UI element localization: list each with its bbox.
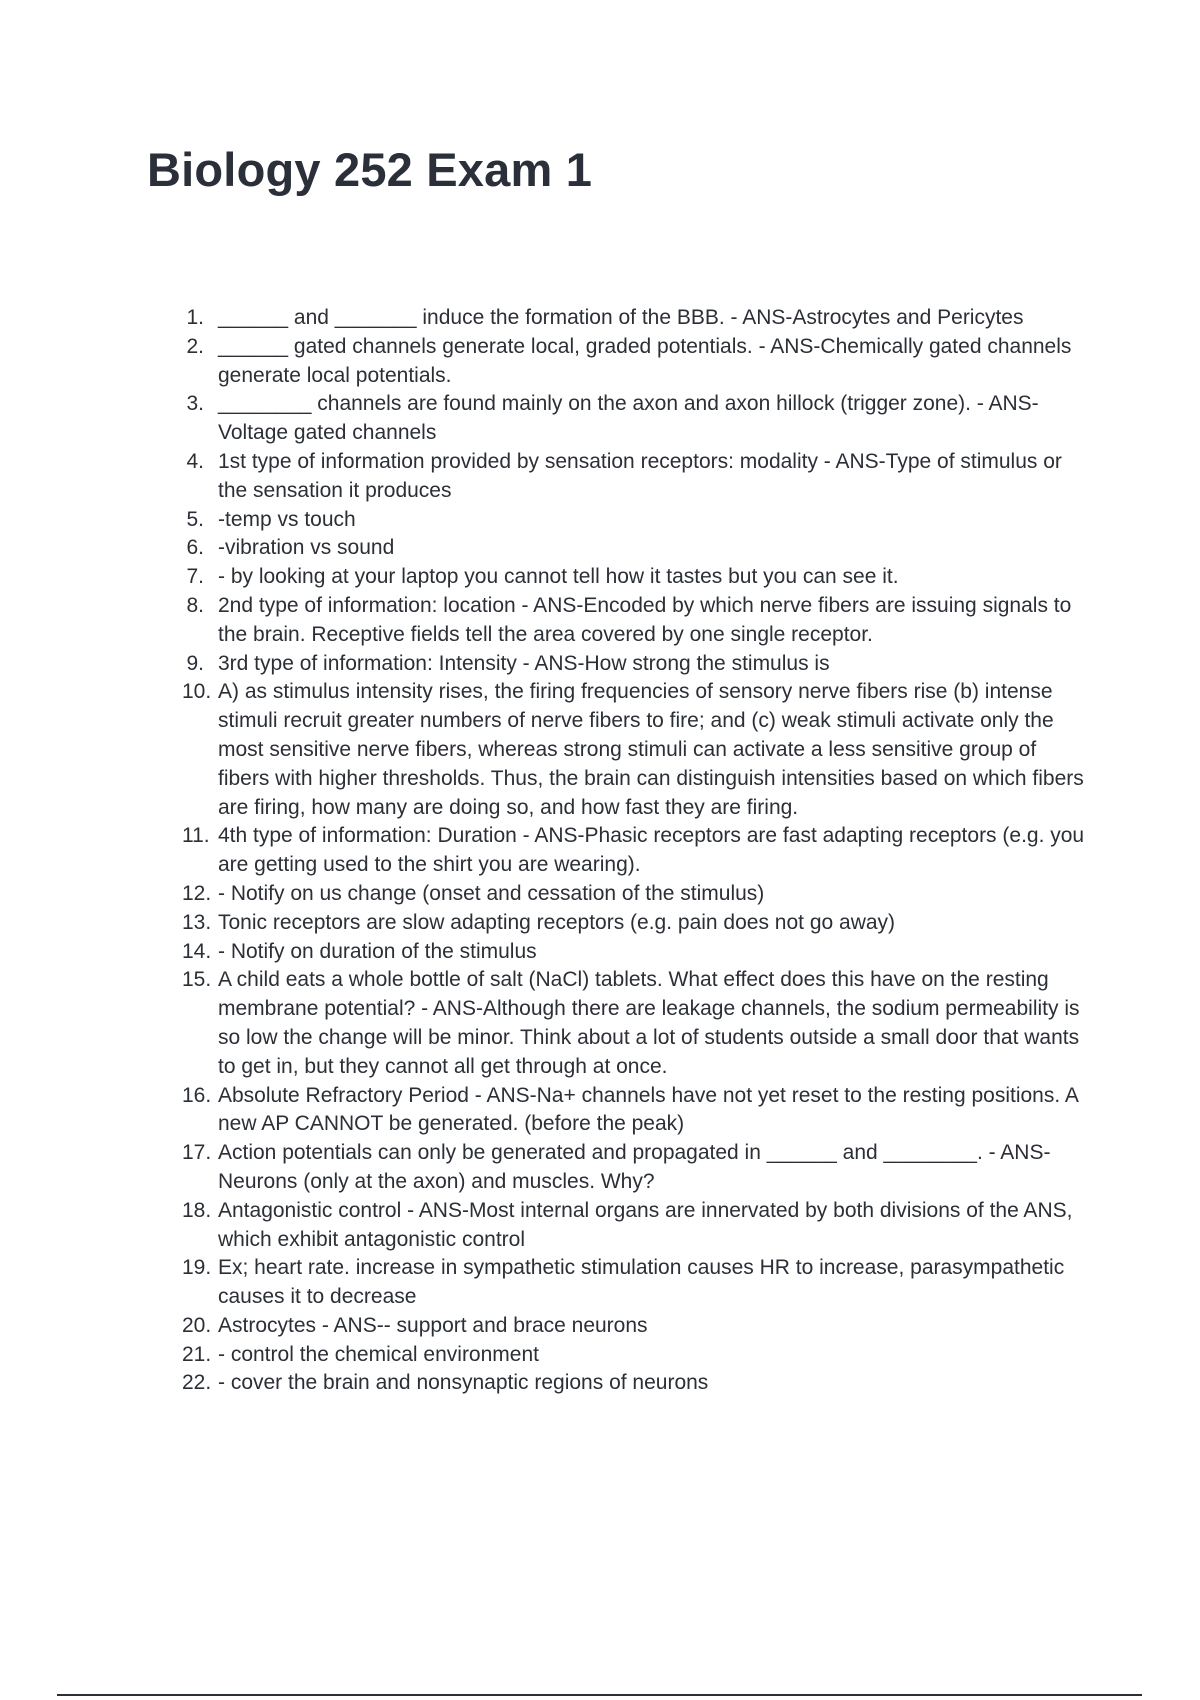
item-text: 1st type of information provided by sensation receptors: modality - ANS-Type of stimulus or the sensation it produces [218,449,1062,502]
item-number: 17. [182,1141,212,1165]
item-number: 13. [182,910,212,934]
item-text: -vibration vs sound [218,536,395,560]
item-text: ______ gated channels generate local, graded potentials. - ANS-Chemically gated channels generate local potentials. [218,334,1072,387]
item-text: - cover the brain and nonsynaptic regions of neurons [218,1371,709,1395]
item-text: 2nd type of information: location - ANS-Encoded by which nerve fibers are issuing signals to the brain. Receptive fields tell the area covered by one single receptor. [218,593,1072,646]
item-text: - Notify on us change (onset and cessation of the stimulus) [218,881,765,905]
item-text: ________ channels are found mainly on the axon and axon hillock (trigger zone). - ANS-Voltage gated channels [218,392,1039,445]
item-text: - control the chemical environment [218,1342,539,1366]
list-item [0,333,1200,391]
item-number: 9. [186,651,204,675]
item-number: 7. [186,565,204,589]
item-number: 15. [182,968,212,992]
page-bottom-rule [57,1694,1142,1696]
item-number: 2. [186,334,204,358]
item-number: 16. [182,1083,212,1107]
item-number: 8. [186,593,204,617]
item-number: 1. [186,306,204,329]
item-text: Antagonistic control - ANS-Most internal organs are innervated by both divisions of the ANS, which exhibit antagonistic control [218,1198,1073,1251]
list-item [0,650,1200,679]
item-text: - by looking at your laptop you cannot tell how it tastes but you can see it. [218,565,899,589]
list-item [0,448,1200,506]
list-item [0,1139,1200,1197]
list-item [0,909,1200,938]
question-list [0,304,1200,1398]
list-item [0,678,1200,822]
list-item [0,1197,1200,1255]
list-item [0,592,1200,650]
list-item [0,822,1200,880]
item-number: 6. [186,536,204,560]
list-item [0,563,1200,592]
list-item [0,506,1200,535]
item-number: 21. [182,1342,212,1366]
item-text: Astrocytes - ANS-- support and brace neurons [218,1313,648,1337]
item-text: ______ and _______ induce the formation of the BBB. - ANS-Astrocytes and Pericytes [218,306,1024,329]
item-number: 10. [182,680,212,704]
list-item [0,1082,1200,1140]
item-number: 20. [182,1313,212,1337]
list-item [0,390,1200,448]
item-number: 12. [182,881,212,905]
item-number: 22. [182,1371,212,1395]
item-number: 14. [182,939,212,963]
item-text: -temp vs touch [218,507,356,531]
item-text: Tonic receptors are slow adapting receptors (e.g. pain does not go away) [218,910,896,934]
item-number: 5. [186,507,204,531]
item-number: 3. [186,392,204,416]
item-text: 4th type of information: Duration - ANS-Phasic receptors are fast adapting receptors (e.g. you are getting used to the shirt you are wearing). [218,824,1085,877]
list-item [0,304,1200,333]
list-item [0,938,1200,967]
list-item [0,1312,1200,1341]
item-text: Absolute Refractory Period - ANS-Na+ channels have not yet reset to the resting positions. A new AP CANNOT be generated. (before the peak) [218,1083,1078,1136]
item-text: Ex; heart rate. increase in sympathetic stimulation causes HR to increase, parasympathetic causes it to decrease [218,1256,1065,1309]
item-text: Action potentials can only be generated and propagated in ______ and ________. - ANS-Neurons (only at the axon) and muscles. Why? [218,1141,1051,1193]
list-item [0,1369,1200,1398]
page-title: Biology 252 Exam 1 [147,143,593,196]
item-text: 3rd type of information: Intensity - ANS-How strong the stimulus is [218,651,830,675]
item-text: A) as stimulus intensity rises, the firing frequencies of sensory nerve fibers rise (b) intense stimuli recruit greater numbers of nerve fibers to fire; and (c) weak stimuli activate only the most sensitive nerve fibers, whereas strong stimuli can activate a less sensitive group of fibers with higher thresholds. Thus, the brain can distinguish intensities based on which fibers are firing, how many are doing so, and how fast they are firing. [218,680,1084,819]
item-number: 19. [182,1256,212,1280]
list-item [0,534,1200,563]
list-item [0,1341,1200,1370]
list-item [0,966,1200,1081]
item-number: 18. [182,1198,212,1222]
list-item [0,1254,1200,1312]
item-text: - Notify on duration of the stimulus [218,939,537,963]
item-number: 11. [182,824,210,848]
item-number: 4. [186,449,204,473]
list-item [0,880,1200,909]
item-text: A child eats a whole bottle of salt (NaCl) tablets. What effect does this have on the resting membrane potential? - ANS-Although there are leakage channels, the sodium permeability is so low the change will be minor. Think about a lot of students outside a small door that wants to get in, but they cannot all get through at once. [218,968,1080,1078]
